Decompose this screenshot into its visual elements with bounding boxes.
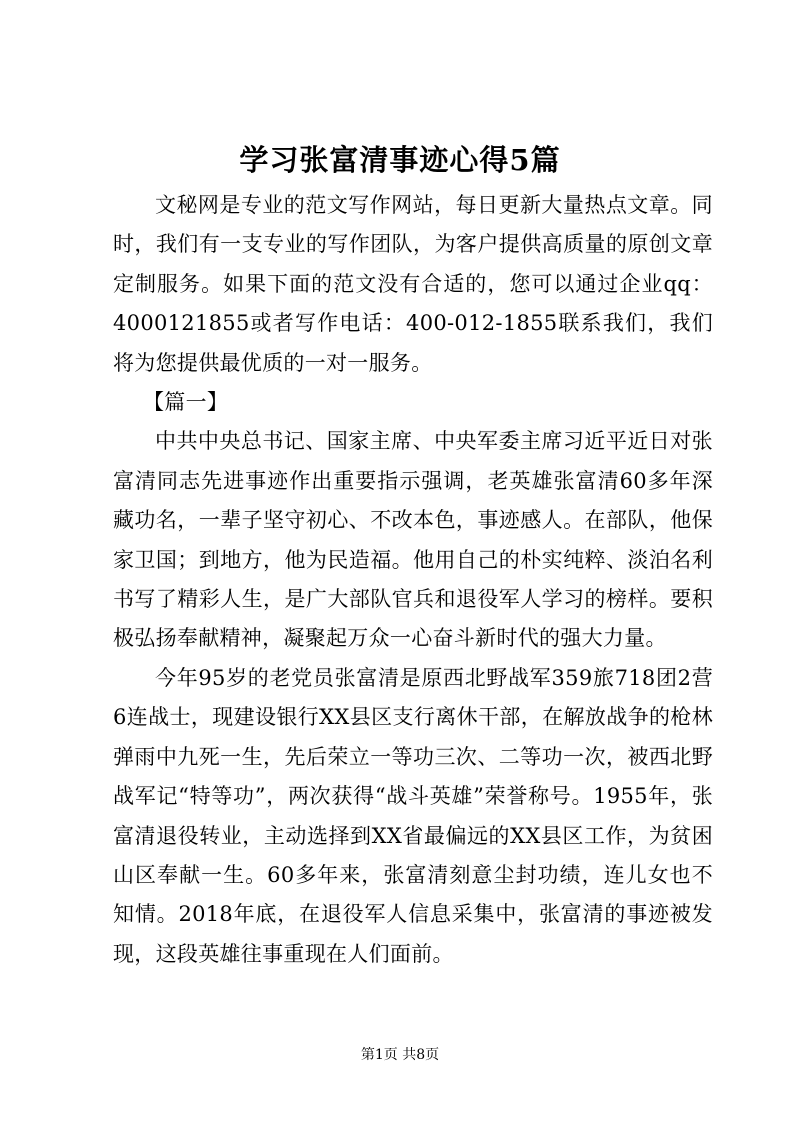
body-paragraph-1: 中共中央总书记、国家主席、中央军委主席习近平近日对张富清同志先进事迹作出重要指示强调，老英雄张富清60多年深藏功名，一辈子坚守初心、不改本色，事迹感人。在部队，他保家卫国；到地方，他为民造福。他用自己的朴实纯粹、淡泊名利书写了精彩人生，是广大部队官兵和退役军人学习的榜样。要积极弘扬奉献精神，凝聚起万众一心奋斗新时代的强大力量。 bbox=[113, 429, 713, 651]
intro-paragraph: 文秘网是专业的范文写作网站，每日更新大量热点文章。同时，我们有一支专业的写作团队，为客户提供高质量的原创文章定制服务。如果下面的范文没有合适的，您可以通过企业qq：4000121855或者写作电话：400-012-1855联系我们，我们将为您提供最优质的一对一服务。 bbox=[113, 193, 713, 375]
page-footer: 第1页 共8页 bbox=[360, 1047, 440, 1063]
document-body bbox=[113, 186, 713, 974]
body-paragraph-2: 今年95岁的老党员张富清是原西北野战军359旅718团2营6连战士，现建设银行XX县区支行离休干部，在解放战争的枪林弹雨中九死一生，先后荣立一等功三次、二等功一次，被西北野战军记“特等功”，两次获得“战斗英雄”荣誉称号。1955年，张富清退役转业，主动选择到XX省最偏远的XX县区工作，为贫困山区奉献一生。60多年来，张富清刻意尘封功绩，连儿女也不知情。2018年底，在退役军人信息采集中，张富清的事迹被发现，这段英雄往事重现在人们面前。 bbox=[113, 665, 713, 966]
document-title: 学习张富清事迹心得5篇 bbox=[239, 143, 561, 177]
section-heading: 【篇一】 bbox=[143, 390, 229, 415]
